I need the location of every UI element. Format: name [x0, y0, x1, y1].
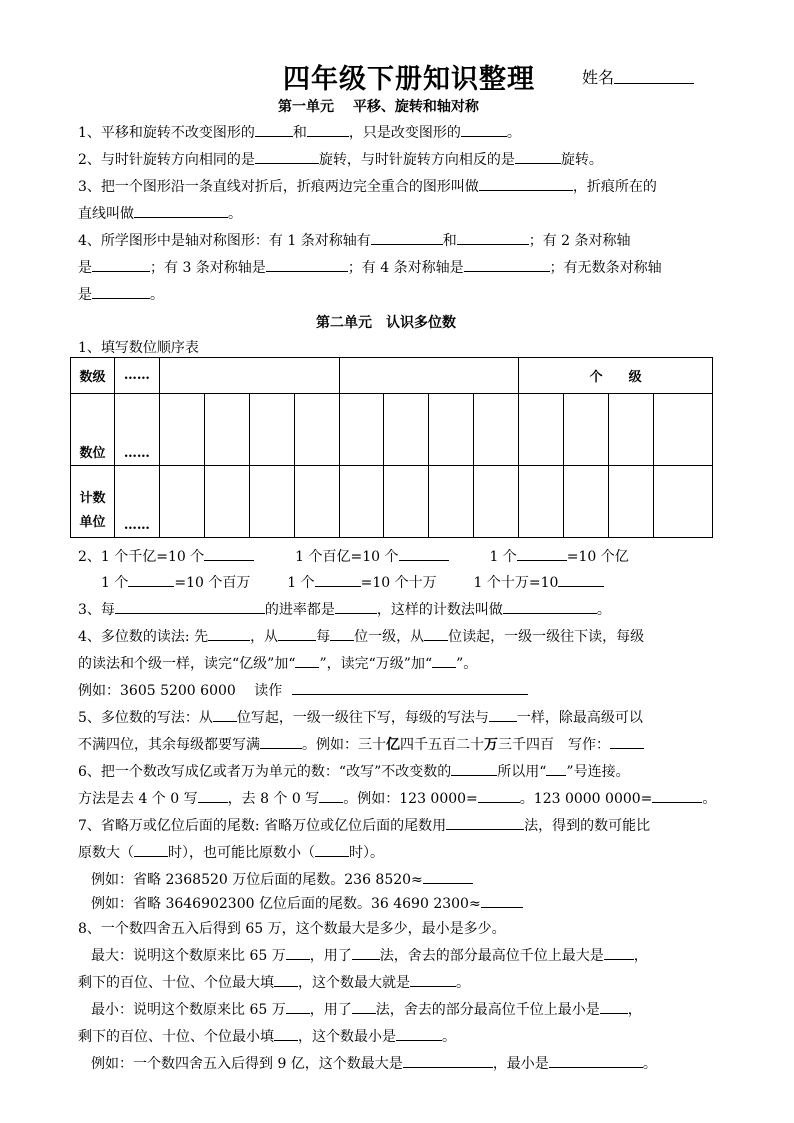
- unit-cell[interactable]: [249, 466, 294, 538]
- unit2-q7-line1: 7、省略万或亿位后面的尾数: 省略万位或亿位后面的尾数用 法，得到的数可能比: [78, 818, 651, 834]
- digit-cell[interactable]: [249, 394, 294, 466]
- digit-cell[interactable]: [653, 394, 712, 466]
- title-row: [0, 57, 794, 93]
- unit2-q5-line2: 不满四位，其余每级都要写满 。例如：三十亿四千五百二十万三千四百 写作：: [78, 734, 644, 754]
- blank[interactable]: [457, 232, 529, 245]
- blank[interactable]: [546, 763, 566, 776]
- digit-cell[interactable]: [204, 394, 249, 466]
- table-row: [71, 358, 713, 394]
- blank[interactable]: [315, 574, 361, 587]
- blank[interactable]: [396, 1028, 442, 1041]
- level-cell-2[interactable]: [339, 358, 519, 394]
- unit1-q2: 2、与时针旋转方向相同的是 旋转，与时针旋转方向相反的是 旋转。: [78, 152, 603, 168]
- blank[interactable]: [266, 259, 348, 272]
- unit2-q7-example2: 例如：省略 3646902300 亿位后面的尾数。36 4690 2300≈: [91, 893, 523, 913]
- unit-cell[interactable]: [159, 466, 204, 538]
- unit2-q4-example: 例如：3605 5200 6000 读作: [78, 680, 528, 700]
- unit-cell[interactable]: [339, 466, 384, 538]
- blank[interactable]: [403, 1055, 493, 1068]
- blank[interactable]: [255, 151, 319, 164]
- unit2-q4-line1: 4、多位数的读法: 先 ，从 每 位一级，从 位读起，一级一级往下读，每级: [78, 629, 645, 645]
- blank[interactable]: [92, 259, 150, 272]
- digit-cell[interactable]: [339, 394, 384, 466]
- row-label-jishudanwei: [71, 466, 115, 538]
- blank[interactable]: [478, 790, 520, 803]
- blank[interactable]: [330, 628, 354, 641]
- unit-cell[interactable]: [564, 466, 609, 538]
- unit2-q8-max-line1: 最大：说明这个数原来比 65 万 ，用了 法，舍去的部分最高位千位上最大是 ，: [91, 948, 648, 964]
- unit1-heading: 第一单元 平移、旋转和轴对称: [278, 99, 479, 115]
- unit1-q3-line1: 3、把一个图形沿一条直线对折后，折痕两边完全重合的图形叫做 ，折痕所在的: [78, 179, 657, 195]
- blank[interactable]: [424, 628, 448, 641]
- blank[interactable]: [558, 574, 604, 587]
- unit-cell[interactable]: [653, 466, 712, 538]
- dots-cell: ……: [114, 358, 159, 394]
- unit2-q4-line2: 的读法和个级一样，读完“亿级”加“ ”，读完“万级”加“ ”。: [78, 656, 478, 672]
- blank[interactable]: [489, 709, 517, 722]
- blank[interactable]: [371, 232, 443, 245]
- blank[interactable]: [260, 736, 302, 749]
- blank[interactable]: [274, 1028, 298, 1041]
- unit-cell[interactable]: [608, 466, 653, 538]
- name-blank[interactable]: [614, 65, 694, 84]
- unit2-q8-min-line2: 剩下的百位、十位、个位最小填 ，这个数最小是 。: [78, 1029, 456, 1045]
- digit-cell[interactable]: [474, 394, 519, 466]
- unit2-q6-line2: 方法是去 4 个 0 写 ，去 8 个 0 写 。例如：123 0000= 。123 0000 0000= 。: [78, 791, 717, 807]
- digit-cell[interactable]: [519, 394, 564, 466]
- unit-cell[interactable]: [294, 466, 339, 538]
- level-cell-ge: 个 级: [519, 358, 713, 394]
- unit2-q3: 3、每 的进率都是 ，这样的计数法叫做 。: [78, 602, 611, 618]
- unit2-q7-example1: 例如：省略 2368520 万位后面的尾数。236 8520≈: [91, 869, 473, 889]
- blank[interactable]: [399, 548, 449, 561]
- blank[interactable]: [549, 1055, 643, 1068]
- row-label-shuji: 数级: [71, 358, 115, 394]
- blank[interactable]: [213, 709, 237, 722]
- blank[interactable]: [198, 790, 228, 803]
- blank[interactable]: [464, 259, 550, 272]
- blank[interactable]: [208, 628, 250, 641]
- level-cell-1[interactable]: [159, 358, 339, 394]
- blank[interactable]: [307, 124, 349, 137]
- unit2-q1-label: 1、填写数位顺序表: [78, 340, 199, 356]
- blank[interactable]: [610, 736, 644, 749]
- blank[interactable]: [274, 974, 298, 987]
- dots-cell: ……: [114, 394, 159, 466]
- blank[interactable]: [92, 286, 150, 299]
- unit2-heading: 第二单元 认识多位数: [316, 315, 456, 331]
- digit-cell[interactable]: [608, 394, 653, 466]
- digit-cell[interactable]: [384, 394, 429, 466]
- blank[interactable]: [481, 895, 523, 908]
- digit-cell[interactable]: [159, 394, 204, 466]
- blank[interactable]: [286, 1001, 310, 1014]
- unit-cell[interactable]: [204, 466, 249, 538]
- unit2-q7-line2: 原数大（ 时），也可能比原数小（ 时）。: [78, 845, 384, 861]
- digit-cell[interactable]: [564, 394, 609, 466]
- blank[interactable]: [652, 790, 702, 803]
- blank[interactable]: [446, 817, 524, 830]
- blank[interactable]: [295, 655, 319, 668]
- unit2-q2-line1: 2、1 个千亿=10 个 1 个百亿=10 个 1 个 =10 个亿: [78, 549, 629, 565]
- blank[interactable]: [451, 763, 497, 776]
- blank[interactable]: [278, 628, 316, 641]
- blank[interactable]: [515, 151, 561, 164]
- unit-cell[interactable]: [474, 466, 519, 538]
- blank[interactable]: [479, 178, 573, 191]
- blank[interactable]: [352, 1001, 376, 1014]
- digit-cell[interactable]: [429, 394, 474, 466]
- blank[interactable]: [315, 844, 349, 857]
- blank[interactable]: [128, 574, 174, 587]
- unit2-q8-max-line2: 剩下的百位、十位、个位最大填 ，这个数最大就是 。: [78, 975, 470, 991]
- blank[interactable]: [600, 1001, 628, 1014]
- unit1-q4-line2: 是 ；有 3 条对称轴是 ；有 4 条对称轴是 ；有无数条对称轴: [78, 260, 662, 276]
- blank[interactable]: [255, 124, 293, 137]
- unit2-q6-line1: 6、把一个数改写成亿或者万为单元的数：“改写”不改变数的 所以用“ ”号连接。: [78, 764, 630, 780]
- blank[interactable]: [503, 601, 597, 614]
- unit-cell[interactable]: [384, 466, 429, 538]
- blank[interactable]: [134, 844, 168, 857]
- row-label-shuwei: 数位: [71, 394, 115, 466]
- row-label-line1: 计数: [79, 491, 106, 506]
- blank[interactable]: [286, 947, 310, 960]
- place-value-table: [70, 357, 713, 538]
- unit2-q8-line1: 8、一个数四舍五入后得到 65 万，这个数最大是多少，最小是多少。: [78, 921, 506, 937]
- unit-cell[interactable]: [519, 466, 564, 538]
- unit2-q8-example: 例如：一个数四舍五入后得到 9 亿，这个数最大是 ，最小是 。: [91, 1056, 657, 1072]
- unit-cell[interactable]: [429, 466, 474, 538]
- blank[interactable]: [115, 601, 265, 614]
- blank[interactable]: [461, 124, 507, 137]
- blank[interactable]: [604, 947, 634, 960]
- unit2-q8-min-line1: 最小：说明这个数原来比 65 万 ，用了 法，舍去的部分最高位千位上最小是 ，: [91, 1002, 642, 1018]
- blank[interactable]: [423, 871, 473, 884]
- blank[interactable]: [335, 601, 377, 614]
- dots-cell: ……: [114, 466, 159, 538]
- blank[interactable]: [432, 655, 456, 668]
- blank[interactable]: [410, 974, 456, 987]
- unit2-q5-line1: 5、多位数的写法：从 位写起，一级一级往下写，每级的写法与 一样，除最高级可以: [78, 710, 643, 726]
- blank[interactable]: [319, 790, 343, 803]
- table-row: [71, 466, 713, 538]
- name-label: 姓名: [582, 68, 615, 87]
- blank[interactable]: [204, 548, 254, 561]
- blank[interactable]: [517, 548, 567, 561]
- unit1-q1: 1、平移和旋转不改变图形的 和 ，只是改变图形的 。: [78, 125, 521, 141]
- unit1-q4-line1: 4、所学图形中是轴对称图形：有 1 条对称轴有 和 ；有 2 条对称轴: [78, 233, 631, 249]
- row-label-line2: 单位: [79, 515, 106, 530]
- unit2-q2-line2: 1 个 =10 个百万 1 个 =10 个十万 1 个十万=10: [101, 572, 604, 592]
- blank[interactable]: [292, 682, 528, 695]
- page-title: 四年级下册知识整理: [283, 64, 535, 95]
- blank[interactable]: [352, 947, 380, 960]
- unit1-q4-line3: 是 。: [78, 287, 164, 303]
- unit1-q3-line2: 直线叫做 。: [78, 206, 242, 222]
- blank[interactable]: [134, 205, 228, 218]
- digit-cell[interactable]: [294, 394, 339, 466]
- table-row: [71, 394, 713, 466]
